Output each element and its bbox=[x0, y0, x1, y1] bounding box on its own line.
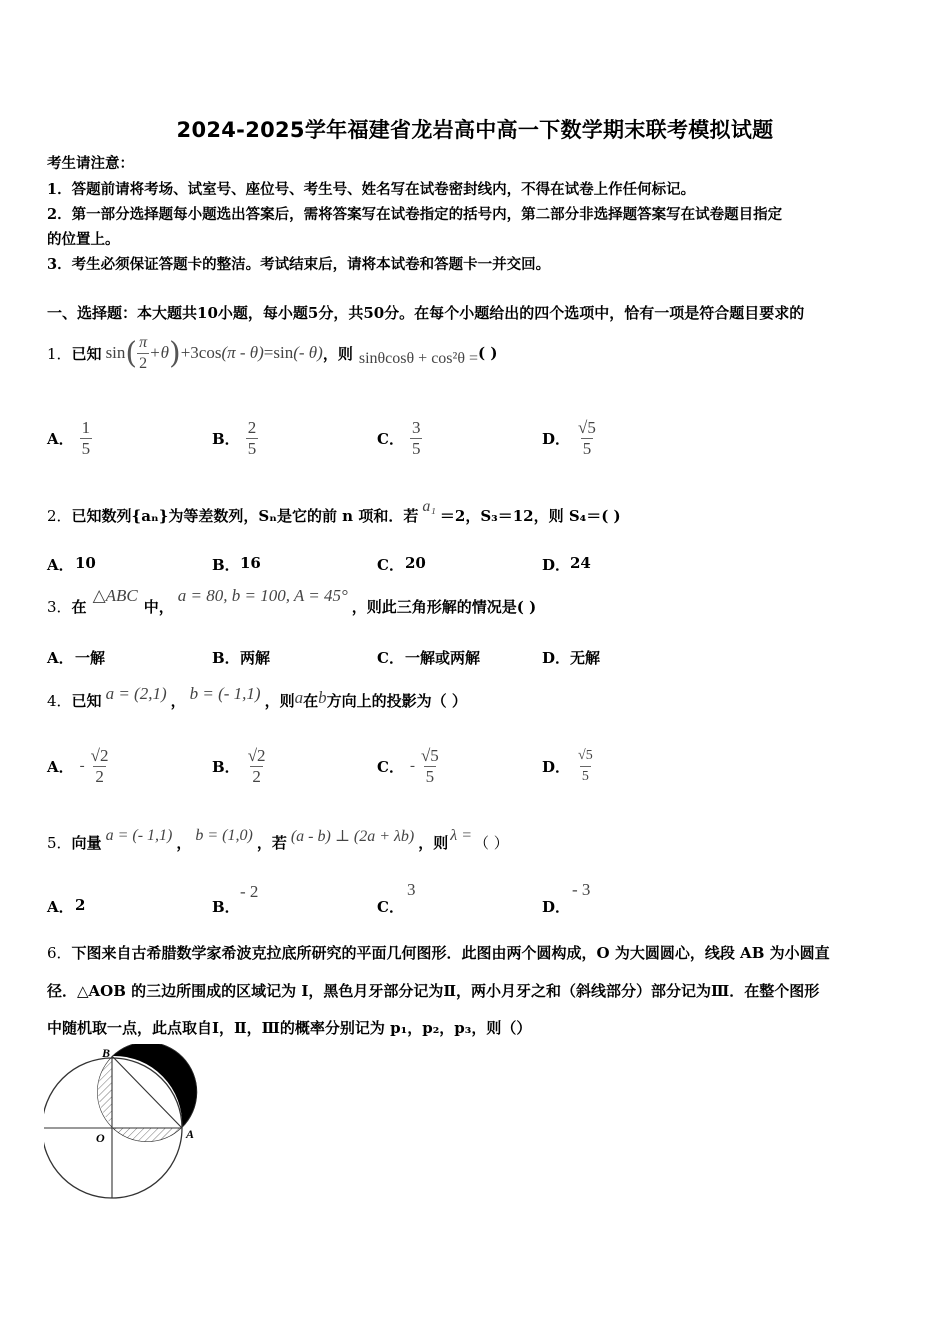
math-term: a₁ bbox=[422, 498, 436, 515]
question-text: ，则 bbox=[418, 833, 449, 852]
question-text: 在 bbox=[71, 597, 87, 616]
math-term: b = (- 1,1) bbox=[189, 684, 261, 703]
hatched-lune-left bbox=[98, 1056, 112, 1123]
math-paren: ( bbox=[125, 335, 138, 371]
question-text: 已知 bbox=[71, 344, 102, 363]
question-5 bbox=[47, 822, 509, 862]
option-a: A． - $\frac{√2}{2}$ bbox=[47, 745, 109, 786]
math-term: b = (1,0) bbox=[195, 827, 253, 844]
question-1 bbox=[47, 330, 497, 376]
option-c-value: 一解或两解 bbox=[405, 649, 481, 667]
question-text: ，则 bbox=[322, 344, 353, 363]
math-term: △ABC bbox=[92, 586, 138, 605]
math-term: =sin bbox=[263, 343, 294, 362]
question-text: ＝2，S₃＝12，则 S₄＝( ) bbox=[439, 506, 621, 525]
option-c-value: 3 bbox=[407, 880, 416, 899]
question-number: 4． bbox=[47, 691, 72, 710]
notice-item-2b: 的位置上。 bbox=[47, 231, 120, 248]
question-text: 方向上的投影为（ ） bbox=[326, 691, 467, 710]
math-term: (- θ) bbox=[293, 343, 323, 362]
question-text: 已知 bbox=[71, 691, 102, 710]
question-number: 3． bbox=[47, 597, 72, 616]
question-6-line3: 中随机取一点，此点取自Ⅰ，Ⅱ，Ⅲ的概率分别记为 p₁，p₂，p₃，则（） bbox=[47, 1019, 532, 1037]
math-term: +3cos bbox=[180, 343, 222, 362]
question-4-options bbox=[47, 740, 907, 792]
question-1-options bbox=[47, 412, 907, 464]
math-term: λ = bbox=[450, 827, 472, 844]
black-lune bbox=[112, 1044, 197, 1128]
math-sin: sin bbox=[105, 343, 126, 362]
answer-blank: （ ） bbox=[474, 833, 509, 852]
question-number: 2． bbox=[47, 506, 72, 525]
math-term: a = 80, b = 100, A = 45° bbox=[177, 586, 348, 605]
option-d: D． bbox=[542, 649, 571, 667]
math-paren: ) bbox=[168, 335, 181, 371]
hippocrates-lune-figure bbox=[44, 1044, 204, 1204]
question-text: ， bbox=[176, 833, 192, 852]
option-b: B． bbox=[212, 556, 240, 574]
label-o: O bbox=[96, 1131, 105, 1145]
notice-heading: 考生请注意： bbox=[47, 155, 134, 172]
option-b: B． $\frac{√2}{2}$ bbox=[212, 745, 266, 786]
option-a: A． bbox=[47, 898, 74, 916]
math-term: a = (- 1,1) bbox=[105, 827, 173, 844]
option-a: A． bbox=[47, 556, 74, 574]
option-c: C． - $\frac{√5}{5}$ bbox=[377, 745, 439, 786]
question-text: 已知数列{aₙ}为等差数列，Sₙ是它的前 n 项和．若 bbox=[71, 506, 419, 525]
option-d: D． $\frac{√5}{5}$ bbox=[542, 417, 596, 458]
question-text: 中， bbox=[143, 597, 174, 616]
question-text: 下图来自古希腊数学家希波克拉底所研究的平面几何图形．此图由两个圆构成，O 为大圆圆心，线段 AB 为小圆直 bbox=[71, 944, 830, 962]
math-term: a = (2,1) bbox=[105, 684, 167, 703]
question-4 bbox=[47, 680, 467, 720]
option-a: A． bbox=[47, 649, 74, 667]
option-d: D． bbox=[542, 898, 571, 916]
option-b: B． bbox=[212, 898, 240, 916]
option-c-value: 20 bbox=[405, 554, 426, 572]
math-term: b bbox=[318, 688, 327, 707]
question-2 bbox=[47, 496, 621, 534]
math-term: (a - b) ⊥ (2a + λb) bbox=[290, 828, 415, 845]
page-title: 2024-2025学年福建省龙岩高中高一下数学期末联考模拟试题 bbox=[176, 118, 774, 142]
question-6-line1 bbox=[47, 942, 830, 963]
option-b-value: 两解 bbox=[240, 649, 271, 667]
question-text: 向量 bbox=[71, 833, 102, 852]
option-d-value: 无解 bbox=[570, 649, 601, 667]
question-text: 在 bbox=[303, 691, 319, 710]
notice-item-3: 3．考生必须保证答题卡的整洁。考试结束后，请将本试卷和答题卡一并交回。 bbox=[47, 256, 551, 273]
section-heading: 一、选择题：本大题共10小题，每小题5分，共50分。在每个小题给出的四个选项中，恰有一项是符合题目要求的 bbox=[47, 304, 805, 322]
question-text: ，则此三角形解的情况是( ) bbox=[351, 597, 537, 616]
option-d: D． $\frac{√5}{5}$ bbox=[542, 740, 595, 792]
option-b: B． bbox=[212, 649, 240, 667]
question-text: ，若 bbox=[256, 833, 287, 852]
question-6-line2: 径．△AOB 的三边所围成的区域记为 I，黑色月牙部分记为Ⅱ，两小月牙之和（斜线部分）部分记为Ⅲ．在整个图形 bbox=[47, 982, 820, 1000]
question-number: 1． bbox=[47, 344, 72, 363]
option-d-value: 24 bbox=[570, 554, 591, 572]
option-c: C． $\frac{3}{5}$ bbox=[377, 417, 421, 458]
math-frac: $\frac{\pi}{2}$ bbox=[139, 333, 148, 372]
question-number: 6． bbox=[47, 944, 72, 962]
option-a-value: 10 bbox=[75, 554, 96, 572]
question-3 bbox=[47, 586, 536, 626]
option-b: B． $\frac{2}{5}$ bbox=[212, 417, 257, 458]
option-c: C． bbox=[377, 649, 404, 667]
option-d: D． bbox=[542, 556, 571, 574]
question-text: ， bbox=[170, 691, 186, 710]
option-b-value: 16 bbox=[240, 554, 261, 572]
label-a: A bbox=[186, 1127, 195, 1141]
question-number: 5． bbox=[47, 833, 72, 852]
option-c: C． bbox=[377, 898, 404, 916]
option-c: C． bbox=[377, 556, 404, 574]
option-d-value: - 3 bbox=[572, 880, 591, 899]
math-term: +θ bbox=[149, 343, 169, 362]
math-expr: sinθcosθ + cos²θ = bbox=[358, 350, 479, 367]
question-text: ，则 bbox=[264, 691, 295, 710]
notice-item-1: 1．答题前请将考场、试室号、座位号、考生号、姓名写在试卷密封线内，不得在试卷上作任何标记。 bbox=[47, 181, 696, 198]
option-a-value: 2 bbox=[75, 896, 86, 914]
notice-item-2a: 2．第一部分选择题每小题选出答案后，需将答案写在试卷指定的括号内，第二部分非选择题答案写在试卷题目指定 bbox=[47, 206, 783, 223]
label-b: B bbox=[102, 1046, 111, 1060]
option-b-value: - 2 bbox=[240, 882, 259, 901]
option-a: A． $\frac{1}{5}$ bbox=[47, 417, 91, 458]
option-a-value: 一解 bbox=[75, 649, 106, 667]
answer-blank: ( ) bbox=[478, 344, 498, 362]
math-term: a bbox=[294, 688, 304, 707]
math-term: (π - θ) bbox=[221, 343, 264, 362]
